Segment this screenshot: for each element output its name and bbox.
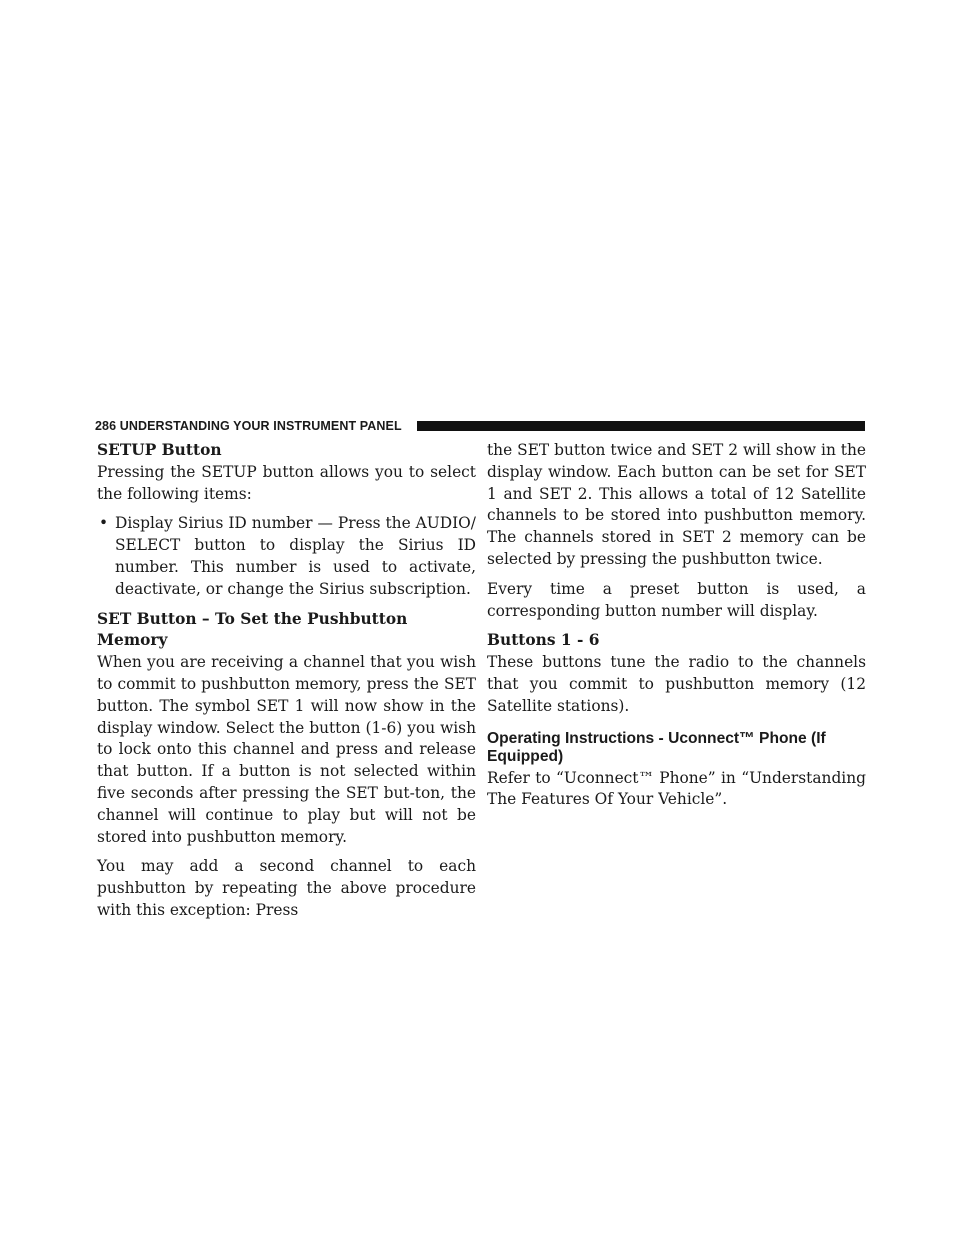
preset-paragraph: Every time a preset button is used, a corresponding button number will display. xyxy=(487,579,866,620)
setup-intro-paragraph: Pressing the SETUP button allows you to select the following items: xyxy=(97,462,476,503)
set-button-heading: SET Button – To Set the Pushbutton Memory xyxy=(97,609,408,650)
header-rule-bar xyxy=(417,421,865,431)
page-header xyxy=(95,418,865,434)
buttons-1-6-heading: Buttons 1 - 6 xyxy=(487,631,600,650)
right-column xyxy=(487,440,866,811)
bullet-mark: • xyxy=(99,514,109,533)
set2-continued-paragraph: the SET button twice and SET 2 will show in the display window. Each button can be set for SET 1 and SET 2. This allows a total of 12 Satellite channels to be stored into pushbutton memory. The channels stored in SET 2 memory can be selected by pressing the pushbutton twice. xyxy=(487,441,866,568)
buttons-1-6-paragraph: These buttons tune the radio to the channels that you commit to pushbutton memory (12 Satellite stations). xyxy=(487,653,866,715)
uconnect-paragraph: Refer to “Uconnect™ Phone” in “Understanding The Features Of Your Vehicle”. xyxy=(487,768,866,809)
left-column xyxy=(97,440,476,922)
bullet-item-sirius-id xyxy=(97,513,476,600)
second-channel-paragraph: You may add a second channel to each pushbutton by repeating the above procedure with this exception: Press xyxy=(97,857,476,919)
page-header-title: 286 UNDERSTANDING YOUR INSTRUMENT PANEL xyxy=(95,418,408,434)
bullet-item-text: Display Sirius ID number — Press the AUDIO/ SELECT button to display the Sirius ID number. This number is used to activate, deactivate, or change the Sirius subscription. xyxy=(115,514,476,598)
set-button-paragraph: When you are receiving a channel that you wish to commit to pushbutton memory, press the SET button. The symbol SET 1 will now show in the display window. Select the button (1-6) you wish to lock onto this channel and press and release that button. If a button is not selected within five seconds after pressing the SET but-ton, the channel will continue to play but will not be stored into pushbutton memory. xyxy=(97,653,476,846)
setup-button-heading: SETUP Button xyxy=(97,441,222,459)
uconnect-heading: Operating Instructions - Uconnect™ Phone (If Equipped) xyxy=(487,729,826,766)
